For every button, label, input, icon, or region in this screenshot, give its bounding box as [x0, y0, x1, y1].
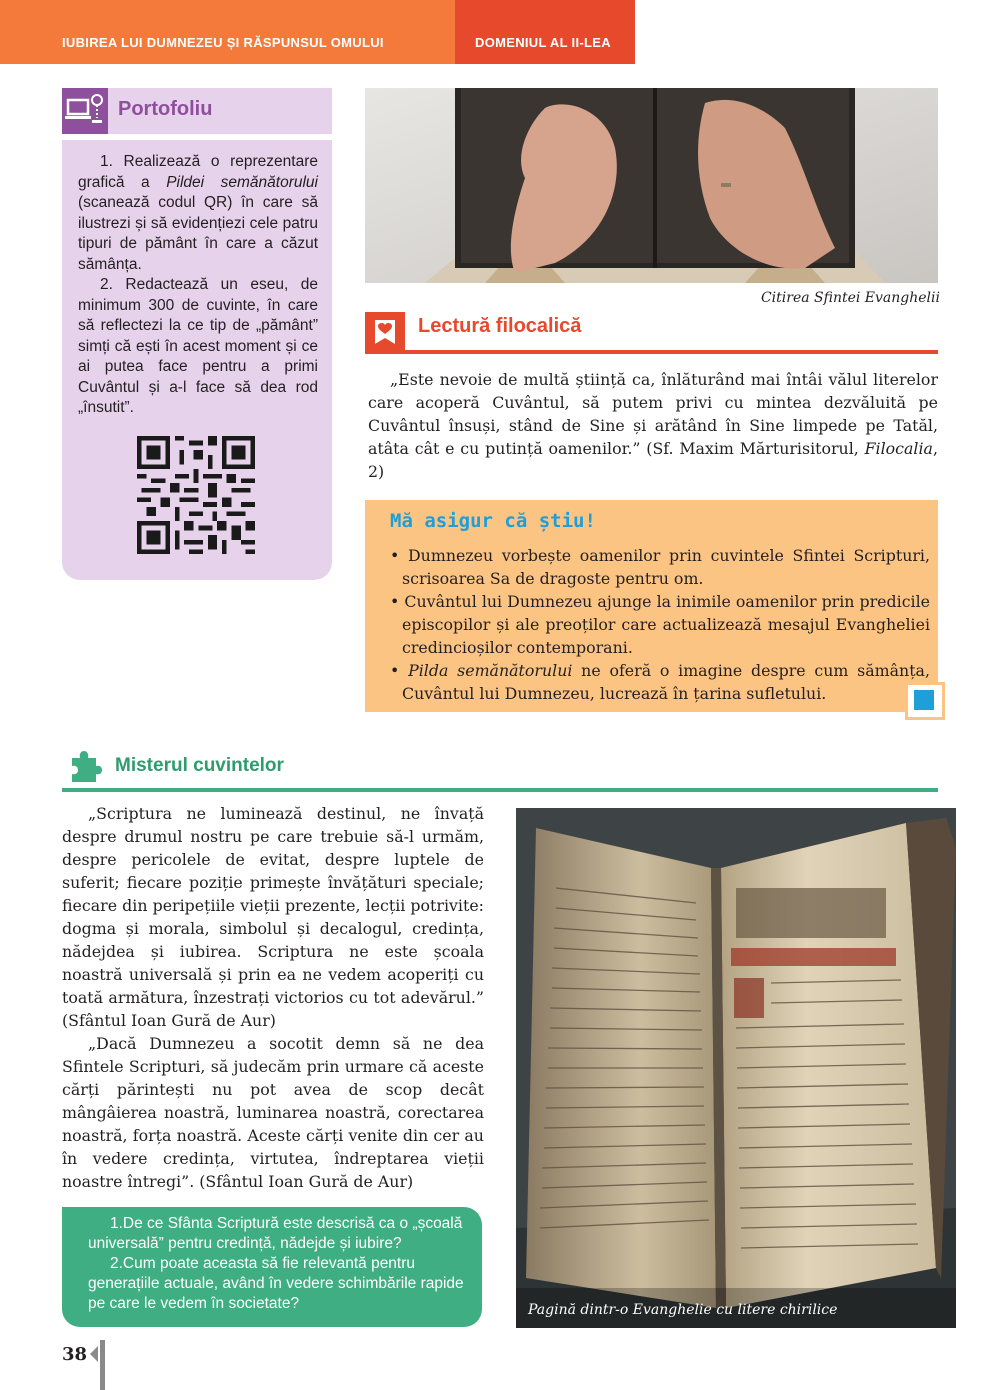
list-item: • Cuvântul lui Dumnezeu ajunge la inimile oamenilor prin predicile episcopilor și ale preoților care actualizează mesajul Evangheliei credincioșilor contemporani.	[390, 592, 930, 657]
check-knowledge-title: Mă asigur că știu!	[390, 510, 596, 532]
page-marker-arrow	[90, 1346, 98, 1362]
check-knowledge-list	[390, 544, 930, 705]
portfolio-icon	[62, 88, 108, 134]
end-marker-square	[914, 690, 934, 710]
portfolio-title: Portofoliu	[118, 98, 213, 120]
list-item: • Dumnezeu vorbește oamenilor prin cuvintele Sfintei Scripturi, scrisoarea Sa de dragoste pentru om.	[390, 546, 930, 588]
page-marker-bar	[100, 1340, 105, 1390]
misterul-title: Misterul cuvintelor	[115, 755, 284, 776]
puzzle-icon	[68, 748, 104, 784]
question-1: 1.De ce Sfânta Scriptură este descrisă ca o „școală universală” pentru credință, nădejde și iubire?	[88, 1215, 463, 1252]
qr-code[interactable]	[136, 436, 256, 554]
misterul-divider	[62, 788, 938, 792]
list-item: • Pilda semănătorului ne oferă o imagine despre cum sămânța, Cuvântul lui Dumnezeu, lucrează în țarina sufletului.	[390, 661, 930, 703]
lectura-divider	[365, 350, 938, 354]
misterul-paragraph-1: „Scriptura ne luminează destinul, ne învață despre drumul nostru pe care trebuie să-l urmăm, despre pericolele de evitat, despre luptele de suferit; fiecare poziție primește învățături speciale; fiecare din peripețiile vieții prezente, lecții potrivite: dogma și morala, simbolul și decalogul, credința, nădejdea și iubirea. Scriptura ne este școala noastră universală și prin ea ne vedem acoperiți cu toată armătura, înzestrați victorios cu tot adevărul.” (Sfântul Ioan Gură de Aur)	[62, 804, 484, 1030]
questions-text	[88, 1214, 468, 1314]
header-chapter-title: IUBIREA LUI DUMNEZEU ȘI RĂSPUNSUL OMULUI	[62, 35, 384, 50]
header-left-band	[0, 0, 455, 64]
caption-book-photo: Pagină dintr-o Evanghelie cu litere chirilice	[528, 1302, 838, 1318]
portfolio-text	[78, 152, 318, 419]
lectura-title: Lectură filocalică	[418, 315, 582, 337]
page-number: 38	[62, 1344, 88, 1365]
photo-cyrillic-gospel	[516, 808, 956, 1328]
header-right-band	[455, 0, 635, 64]
misterul-paragraph-2: „Dacă Dumnezeu a socotit demn să ne dea Sfintele Scripturi, să judecăm prin urmare că aceste cărți părintești nu pot avea de scop decât mângâierea noastră, luminarea noastră, corectarea noastră, forța noastră. Aceste cărți venite din cer au în vedere credința, virtutea, îndreptarea vieții noastre întregi”. (Sfântul Ioan Gură de Aur)	[62, 1034, 484, 1191]
photo-hands-reading-gospel	[365, 88, 938, 283]
lectura-quote: „Este nevoie de multă știință ca, înlăturând mai întâi vălul literelor care acoperă Cuvântul, să putem privi cu mintea dezvăluită pe Cuvântul însuși, stând de Sine și arătând în Sine limpede pe Tatăl, atâta cât e cu putință oamenilor.” (Sf. Maxim Mărturisitorul, Filocalia, 2)	[368, 370, 938, 481]
caption-hands-photo: Citirea Sfintei Evanghelii	[760, 290, 940, 306]
portfolio-item-1: 1. Realizează o reprezentare grafică a Pildei semănătorului (scanează codul QR) în care să ilustrezi și să evidențiezi cele patru tipuri de pământ în care a căzut sămânța.	[78, 153, 318, 273]
portfolio-item-2: 2. Redactează un eseu, de minimum 300 de cuvinte, în care să reflectezi la ce tip de „pământ” simți că ești în acest moment și ce ai putea face pentru a primi Cuvântul și a-l face să dea rod „însutit”.	[78, 276, 318, 416]
misterul-text	[62, 802, 484, 1193]
header-domain-title: DOMENIUL AL II-LEA	[475, 35, 611, 50]
question-2: 2.Cum poate aceasta să fie relevantă pentru generațiile actuale, având în vedere schimbările rapide pe care le vedem în societate?	[88, 1255, 464, 1312]
heart-bookmark-icon	[365, 312, 405, 352]
